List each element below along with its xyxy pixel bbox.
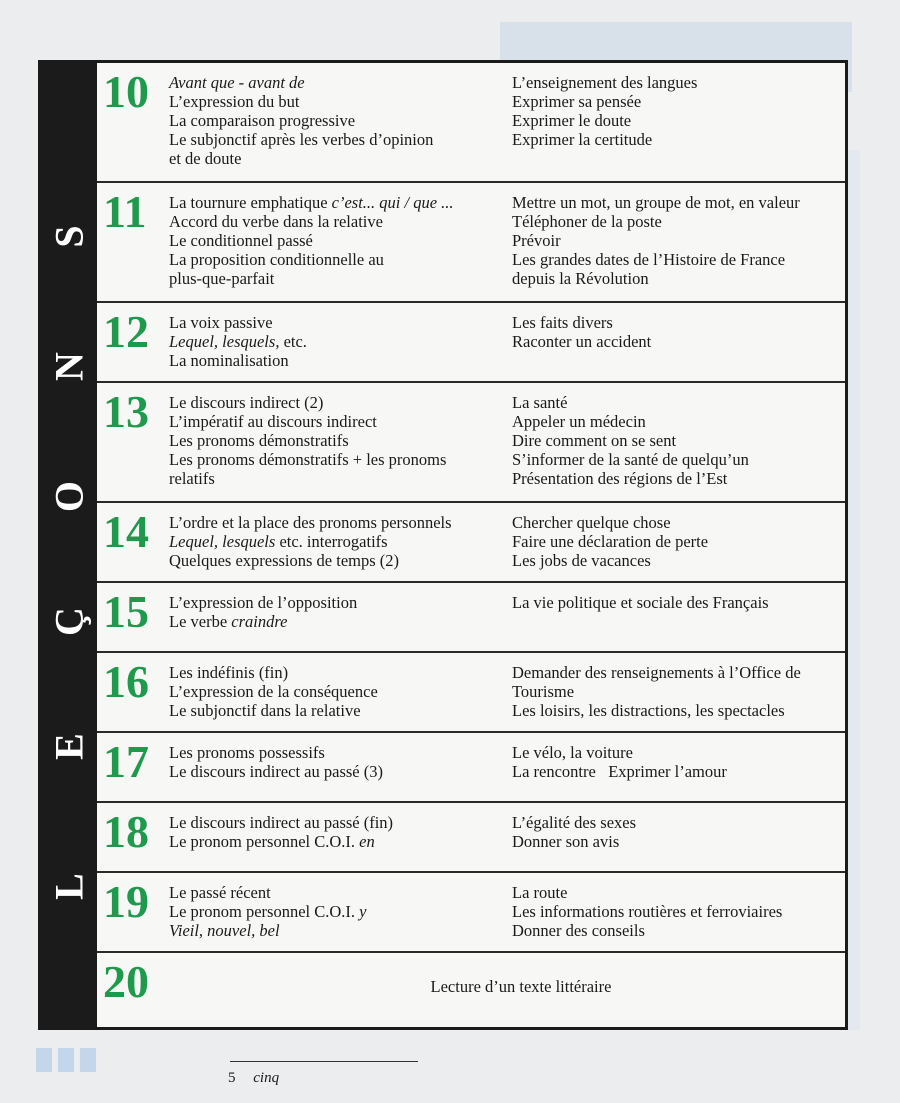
grammar-text: La nominalisation [169,351,289,370]
grammar-line [169,832,509,851]
lessons-table [38,60,848,1030]
background-blocks [36,1048,102,1077]
lesson-number: 16 [103,656,149,707]
side-title-bar [41,63,97,1027]
topic-line: Chercher quelque chose [512,513,671,532]
grammar-column [169,813,509,851]
grammar-text: Le passé récent [169,883,271,902]
grammar-column [169,513,509,570]
lesson-row [97,503,845,583]
grammar-text: plus-que-parfait [169,269,275,288]
topic-line: Les jobs de vacances [512,551,651,570]
topics-column [512,513,852,570]
grammar-text: Le subjonctif dans la relative [169,701,361,720]
side-title-letter: E [46,733,92,760]
lesson-number: 12 [103,306,149,357]
grammar-line [169,743,509,762]
grammar-line [169,111,509,130]
side-title-letter: L [46,873,92,900]
grammar-line [169,431,509,450]
lesson-number: 15 [103,586,149,637]
grammar-text: Le pronom personnel C.O.I. [169,832,360,851]
grammar-column [169,743,509,781]
grammar-column [169,883,509,940]
grammar-text: et de doute [169,149,242,168]
grammar-text: La tournure emphatique [169,193,332,212]
grammar-column [169,393,509,488]
topics-column [512,883,852,940]
lesson-number: 13 [103,386,149,437]
page-number: 5 [228,1070,236,1086]
grammar-text: L’expression de la conséquence [169,682,378,701]
grammar-line [169,351,509,370]
lesson-row [97,383,845,503]
lesson-reading-title: Lecture d’un texte littéraire [430,977,612,996]
grammar-text: L’impératif au discours indirect [169,412,377,431]
grammar-line [169,269,509,288]
lesson-number: 14 [103,506,149,557]
topics-column [512,73,852,149]
grammar-line [169,73,509,92]
grammar-text: Avant que - avant de [169,73,305,92]
grammar-text: Lequel, lesquels [169,532,276,551]
grammar-text: Le discours indirect (2) [169,393,324,412]
grammar-line [169,412,509,431]
topic-line: Le vélo, la voiture [512,743,633,762]
grammar-line [169,332,509,351]
grammar-line [169,902,509,921]
grammar-line [169,551,509,570]
topic-line: La rencontre Exprimer l’amour [512,762,727,781]
grammar-text: Lequel, lesquels, [169,332,280,351]
grammar-text: L’expression du but [169,92,300,111]
grammar-line [169,313,509,332]
lesson-row [97,583,845,653]
topic-line: Appeler un médecin [512,412,646,431]
lesson-row [97,873,845,953]
topics-column [512,393,852,488]
topics-column [512,313,852,351]
topic-line: Prévoir [512,231,561,250]
grammar-text: L’ordre et la place des pronoms personnels [169,513,452,532]
side-title-letter: N [46,352,92,381]
grammar-line [169,813,509,832]
topic-line: depuis la Révolution [512,269,649,288]
grammar-line [169,663,509,682]
grammar-text: Les indéfinis (fin) [169,663,289,682]
grammar-text: etc. [279,332,307,351]
grammar-line [169,762,509,781]
lesson-number: 19 [103,876,149,927]
grammar-line [169,593,509,612]
topic-line: Les grandes dates de l’Histoire de France [512,250,786,269]
lesson-row [97,733,845,803]
lesson-row [97,803,845,873]
lesson-number: 18 [103,806,149,857]
grammar-line [169,250,509,269]
grammar-text: La comparaison progressive [169,111,356,130]
topic-line: L’égalité des sexes [512,813,637,832]
grammar-line [169,469,509,488]
grammar-line [169,450,509,469]
topic-line: Téléphoner de la poste [512,212,662,231]
topic-line: Tourisme [512,682,575,701]
lesson-number: 10 [103,66,149,117]
topic-line: Les informations routières et ferroviaires [512,902,783,921]
side-title-letter: S [46,225,92,248]
grammar-text: Les pronoms possessifs [169,743,325,762]
topics-column [512,813,852,851]
grammar-line [169,231,509,250]
lesson-row [97,63,845,183]
grammar-line [169,393,509,412]
topic-line: Exprimer la certitude [512,130,653,149]
topic-line: S’informer de la santé de quelqu’un [512,450,749,469]
grammar-text: Le pronom personnel C.O.I. [169,902,360,921]
grammar-column [169,313,509,370]
grammar-text: Les pronoms démonstratifs [169,431,349,450]
topics-column [512,193,852,288]
grammar-line [169,883,509,902]
grammar-text: Le discours indirect au passé (3) [169,762,383,781]
topic-line: Les faits divers [512,313,613,332]
topic-line: Mettre un mot, un groupe de mot, en valeur [512,193,800,212]
topic-line: Les loisirs, les distractions, les spectacles [512,701,785,720]
lesson-number: 17 [103,736,149,787]
topics-column [512,663,852,720]
topic-line: L’enseignement des langues [512,73,698,92]
grammar-text: craindre [231,612,288,631]
side-title-letter: Ç [46,607,92,636]
grammar-column [169,663,509,720]
lesson-row [97,183,845,303]
footer-rule [230,1061,418,1062]
grammar-text: Les pronoms démonstratifs + les pronoms [169,450,447,469]
grammar-text: relatifs [169,469,215,488]
grammar-text: La proposition conditionnelle au [169,250,384,269]
page-footer [228,1070,279,1087]
grammar-text: Le conditionnel passé [169,231,313,250]
topics-column [512,593,852,612]
grammar-text: Accord du verbe dans la relative [169,212,383,231]
topic-line: La santé [512,393,568,412]
grammar-line [169,513,509,532]
topic-line: Exprimer sa pensée [512,92,642,111]
topic-line: Demander des renseignements à l’Office de [512,663,801,682]
topic-line: La vie politique et sociale des Français [512,593,769,612]
lesson-row [97,953,845,1025]
grammar-line [169,612,509,631]
lesson-row [97,303,845,383]
grammar-text: Le verbe [169,612,232,631]
topic-line: Faire une déclaration de perte [512,532,709,551]
grammar-line [169,212,509,231]
lesson-number: 11 [103,186,147,237]
grammar-column [169,593,509,631]
grammar-line [169,921,509,940]
side-title-letter: O [46,480,92,513]
topics-column [512,743,852,781]
grammar-line [169,92,509,111]
grammar-text: Vieil, nouvel, bel [169,921,280,940]
page-number-word: cinq [253,1070,280,1086]
grammar-text: en [359,832,375,851]
grammar-text: y [359,902,367,921]
grammar-text: L’expression de l’opposition [169,593,358,612]
grammar-line [169,701,509,720]
grammar-line [169,130,509,149]
grammar-text: etc. interrogatifs [275,532,388,551]
grammar-text: Le subjonctif après les verbes d’opinion [169,130,434,149]
topic-line: Exprimer le doute [512,111,632,130]
grammar-line [169,682,509,701]
grammar-column [169,73,509,168]
topic-line: Raconter un accident [512,332,652,351]
grammar-text: La voix passive [169,313,273,332]
lesson-row [97,653,845,733]
grammar-text: Le discours indirect au passé (fin) [169,813,394,832]
topic-line: Donner des conseils [512,921,645,940]
grammar-text: Quelques expressions de temps (2) [169,551,400,570]
topic-line: Présentation des régions de l’Est [512,469,728,488]
grammar-line [169,149,509,168]
topic-line: Donner son avis [512,832,620,851]
lesson-number: 20 [103,956,149,1007]
topic-line: Dire comment on se sent [512,431,677,450]
topic-line: La route [512,883,568,902]
grammar-line [169,193,509,212]
grammar-text: c’est... qui / que ... [331,193,454,212]
grammar-column [169,193,509,288]
grammar-line [169,532,509,551]
